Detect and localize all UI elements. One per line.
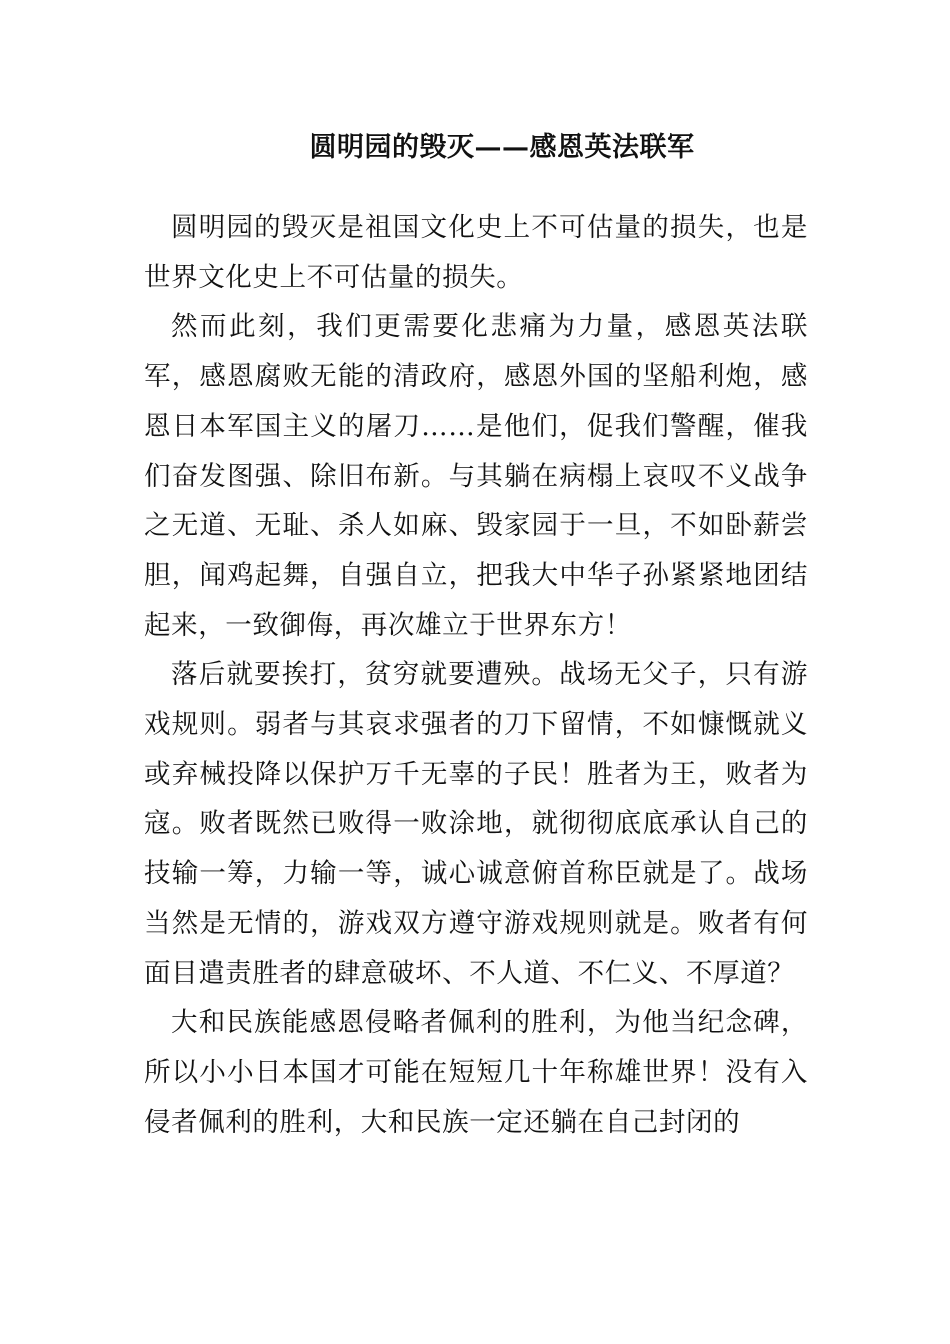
paragraph-4: 大和民族能感恩侵略者佩利的胜利，为他当纪念碑，所以小小日本国才可能在短短几十年称雄世界！没有入侵者佩利的胜利，大和民族一定还躺在自己封闭的 xyxy=(144,1007,808,1138)
document-body xyxy=(144,203,808,1147)
document-title: 圆明园的毁灭——感恩英法联军 xyxy=(309,132,695,163)
paragraph-2: 然而此刻，我们更需要化悲痛为力量，感恩英法联军，感恩腐败无能的清政府，感恩外国的坚船利炮，感恩日本军国主义的屠刀……是他们，促我们警醒，催我们奋发图强、除旧布新。与其躺在病榻上哀叹不义战争之无道、无耻、杀人如麻、毁家园于一旦，不如卧薪尝胆，闻鸡起舞，自强自立，把我大中华子孙紧紧地团结起来，一致御侮，再次雄立于世界东方！ xyxy=(144,311,808,641)
paragraph-3: 落后就要挨打，贫穷就要遭殃。战场无父子，只有游戏规则。弱者与其哀求强者的刀下留情，不如慷慨就义或弃械投降以保护万千无辜的子民！胜者为王，败者为寇。败者既然已败得一败涂地，就彻彻底底承认自己的技输一筹，力输一等，诚心诚意俯首称臣就是了。战场当然是无情的，游戏双方遵守游戏规则就是。败者有何面目遣责胜者的肆意破坏、不人道、不仁义、不厚道？ xyxy=(144,659,808,989)
paragraph-1: 圆明园的毁灭是祖国文化史上不可估量的损失，也是世界文化史上不可估量的损失。 xyxy=(144,212,808,293)
